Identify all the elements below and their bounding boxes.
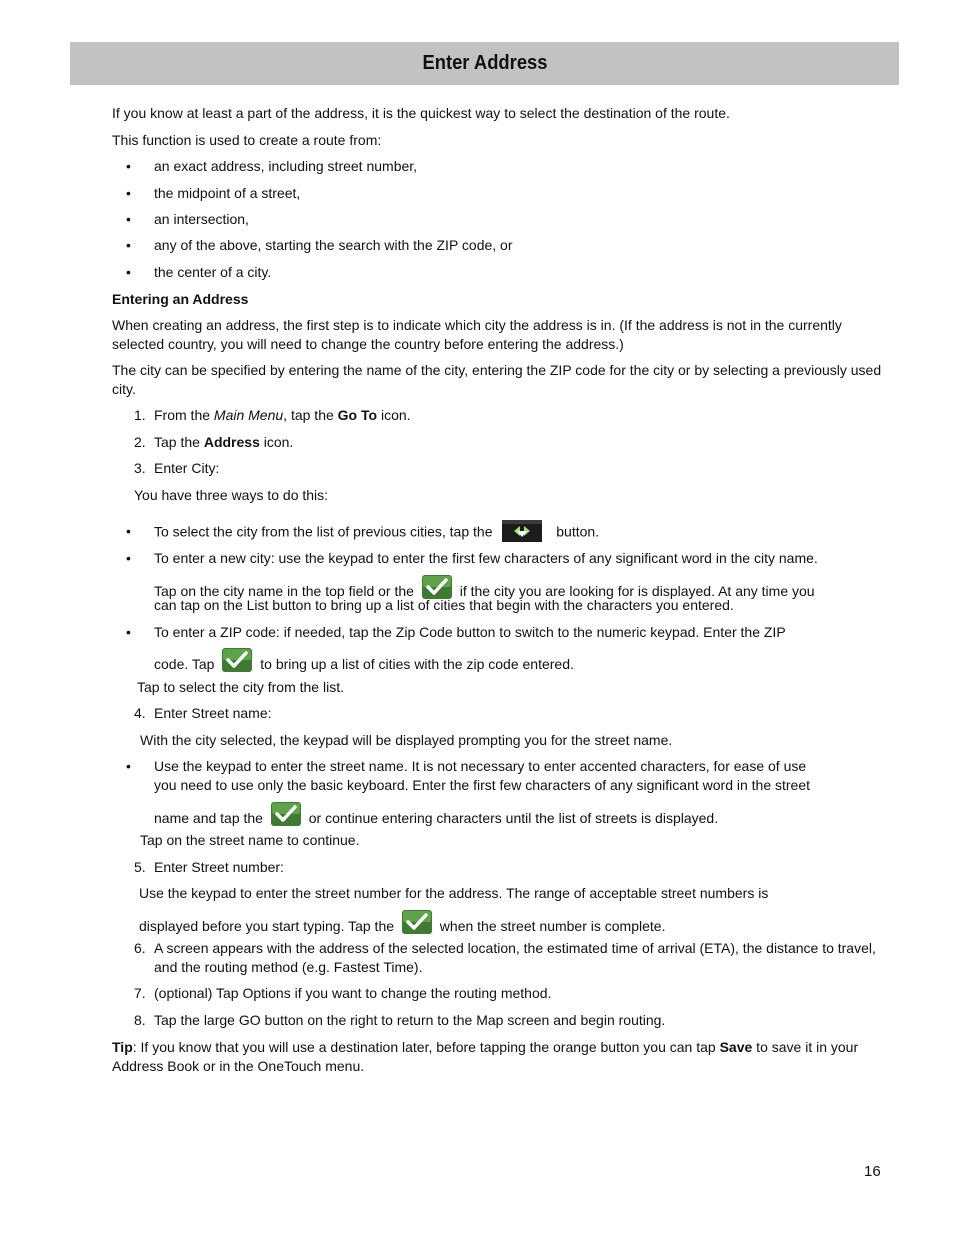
tip-paragraph	[112, 1038, 884, 1076]
list-item	[154, 522, 599, 544]
step-number: 7.	[134, 985, 146, 1001]
step-number: 3.	[134, 460, 146, 476]
bullet-marker: •	[126, 237, 131, 253]
step-text: A screen appears with the address of the selected location, the estimated time of arrival (ETA), the distance to travel, and the routing method (e.g. Fastest Time).	[154, 940, 876, 975]
list-item-continuation	[154, 805, 718, 834]
section-paragraph: When creating an address, the first step is to indicate which city the address is in. (If the address is not in the currently selected country, you will need to change the country before entering the address.)	[112, 317, 842, 352]
list-item-continuation: you need to use only the basic keyboard. Enter the first few characters of any significant word in the street	[154, 777, 811, 793]
step-1	[134, 406, 411, 425]
step-number: 4.	[134, 705, 146, 721]
list-item-text: to bring up a list of cities with the zip code entered.	[260, 656, 574, 673]
list-item-text: button.	[556, 523, 600, 540]
tip-text: to save it in your Address Book or in the OneTouch menu.	[112, 1039, 859, 1074]
step-4	[134, 704, 272, 723]
list-item-text: if the city you are looking for is displayed. At any time you	[459, 583, 815, 600]
tip-text: : If you know that you will use a destination later, before tapping the orange button you can tap	[132, 1039, 720, 1055]
list-item-text: or continue entering characters until the list of streets is displayed.	[308, 810, 719, 827]
step-number: 6.	[134, 940, 146, 956]
title-band	[70, 42, 899, 85]
step-5	[134, 858, 284, 877]
step-number: 2.	[134, 434, 146, 450]
step-4-paragraph: With the city selected, the keypad will be displayed prompting you for the street name.	[140, 732, 673, 748]
list-item: an intersection,	[154, 211, 249, 227]
list-item: To enter a new city: use the keypad to enter the first few characters of any significant word in the city name.	[154, 550, 818, 566]
step-text: (optional) Tap Options if you want to change the routing method.	[154, 985, 552, 1001]
step-number: 5.	[134, 859, 146, 875]
step-2	[134, 433, 294, 452]
list-item: To enter a ZIP code: if needed, tap the Zip Code button to switch to the numeric keypad. Enter the ZIP	[154, 624, 786, 640]
tap-select-text: Tap to select the city from the list.	[137, 679, 344, 695]
step-text: icon.	[377, 407, 411, 423]
step-text: icon.	[259, 434, 294, 450]
step-text: Enter City:	[154, 460, 220, 476]
step-7	[134, 984, 552, 1003]
section-paragraph: The city can be specified by entering the name of the city, entering the ZIP code for the city or by selecting a previously used city.	[112, 362, 882, 397]
step-text: displayed before you start typing. Tap the	[139, 918, 395, 935]
bullet-marker: •	[126, 211, 131, 227]
page-title: Enter Address	[421, 52, 548, 74]
list-item-continuation	[154, 651, 574, 680]
bullet-marker: •	[126, 624, 131, 640]
step-3	[134, 459, 220, 478]
bullet-marker: •	[126, 523, 131, 539]
bullet-marker: •	[126, 758, 131, 774]
step-text: Tap the large GO button on the right to return to the Map screen and begin routing.	[154, 1012, 666, 1028]
bullet-marker: •	[126, 158, 131, 174]
section-heading: Entering an Address	[112, 291, 249, 307]
main-menu-ref: Main Menu	[213, 407, 284, 423]
step-text: Enter Street number:	[154, 859, 284, 875]
list-item: Use the keypad to enter the street name. It is not necessary to enter accented characters, for ease of use	[154, 758, 807, 774]
three-ways-text: You have three ways to do this:	[134, 487, 329, 503]
step-text: From the	[154, 407, 214, 423]
green-checkmark-icon	[402, 910, 432, 939]
step-5-paragraph	[139, 913, 665, 942]
bullet-marker: •	[126, 264, 131, 280]
list-item-continuation: can tap on the List button to bring up a list of cities that begin with the characters you entered.	[154, 597, 734, 613]
tip-label: Tip	[112, 1039, 133, 1055]
intro-route-from: This function is used to create a route from:	[112, 132, 382, 148]
step-5-paragraph: Use the keypad to enter the street number for the address. The range of acceptable street numbers is	[139, 885, 769, 901]
list-item: the midpoint of a street,	[154, 185, 301, 201]
step-number: 1.	[134, 407, 146, 423]
step-number: 8.	[134, 1012, 146, 1028]
list-item: an exact address, including street number,	[154, 158, 418, 174]
step-text: when the street number is complete.	[439, 918, 666, 935]
step-8	[134, 1011, 666, 1030]
list-item-text: name and tap the	[154, 810, 263, 827]
page-number: 16	[864, 1163, 881, 1180]
step-6	[134, 939, 146, 958]
green-checkmark-icon	[271, 802, 301, 831]
go-to-ref: Go To	[337, 407, 378, 423]
tap-street-text: Tap on the street name to continue.	[140, 832, 360, 848]
step-text: Enter Street name:	[154, 705, 272, 721]
save-ref: Save	[719, 1039, 753, 1055]
list-item: the center of a city.	[154, 264, 272, 280]
list-item: any of the above, starting the search with the ZIP code, or	[154, 237, 513, 253]
bullet-marker: •	[126, 185, 131, 201]
list-item-text: To select the city from the list of previous cities, tap the	[154, 523, 493, 540]
step-text: , tap the	[283, 407, 338, 423]
step-1-text	[154, 406, 411, 425]
list-item-text: Tap on the city name in the top field or the	[154, 583, 414, 600]
address-ref: Address	[203, 434, 260, 450]
green-checkmark-icon	[222, 648, 252, 677]
bullet-marker: •	[126, 550, 131, 566]
intro-paragraph: If you know at least a part of the address, it is the quickest way to select the destination of the route.	[112, 105, 730, 121]
step-text: Tap the	[154, 434, 204, 450]
list-item-text: code. Tap	[154, 656, 215, 673]
step-2-text	[154, 433, 293, 452]
up-down-arrow-icon	[502, 520, 542, 542]
